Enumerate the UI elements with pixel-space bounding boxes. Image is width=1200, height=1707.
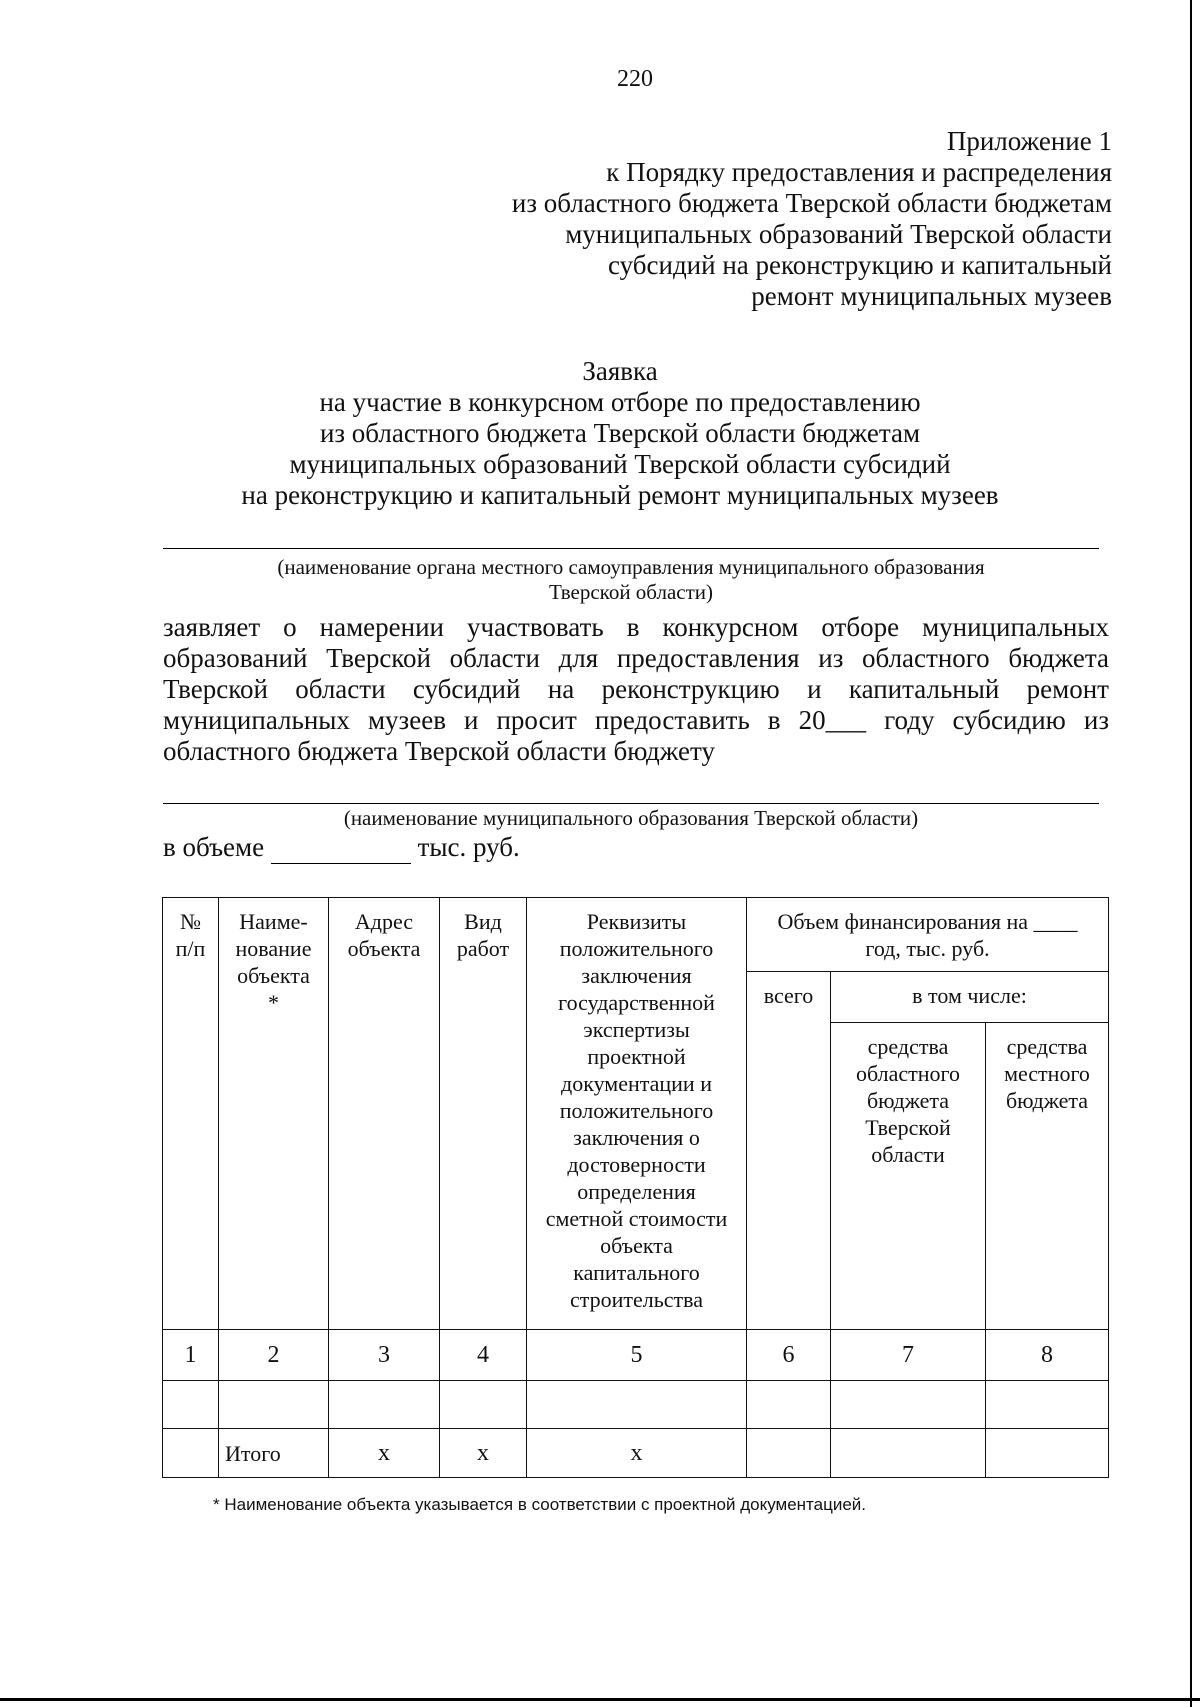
header-object-name: Наиме- нование объекта * xyxy=(219,898,329,1330)
column-number: 4 xyxy=(440,1330,527,1381)
header-object-address: Адрес объекта xyxy=(329,898,440,1330)
volume-amount-field[interactable] xyxy=(271,832,411,864)
appendix-line: из областного бюджета Тверской области бюджетам xyxy=(511,188,1112,218)
table-cell[interactable] xyxy=(219,1381,329,1429)
appendix-line: ремонт муниципальных музеев xyxy=(751,281,1112,311)
appendix-line: субсидий на реконструкцию и капитальный xyxy=(608,250,1112,280)
statement-line: областного бюджета Тверской области бюджету xyxy=(163,736,715,766)
statement-line: заявляет о намерении участвовать в конкурсном отборе муниципальных xyxy=(163,612,1109,642)
organ-name-fill-line[interactable] xyxy=(163,548,1099,549)
application-title xyxy=(220,356,1020,511)
organ-name-caption xyxy=(163,555,1099,605)
statement-line: Тверской области субсидий на реконструкцию и капитальный ремонт xyxy=(163,674,1109,704)
total-label: Итого xyxy=(219,1429,329,1478)
total-row xyxy=(163,1429,1109,1478)
appendix-line: Приложение 1 xyxy=(946,126,1112,156)
table-cell[interactable] xyxy=(986,1381,1109,1429)
scan-edge-right xyxy=(1190,0,1192,1707)
appendix-line: муниципальных образований Тверской области xyxy=(565,219,1112,249)
table-cell: х xyxy=(329,1429,440,1478)
scan-edge-bottom xyxy=(0,1698,1200,1701)
header-total: всего xyxy=(747,972,831,1330)
header-number: № п/п xyxy=(163,898,219,1330)
table-cell: х xyxy=(527,1429,747,1478)
header-expertise-details: Реквизиты положительного заключения государственной экспертизы проектной документации и положительного заключения о достоверности определения сметной стоимости объекта капитального строительства xyxy=(527,898,747,1330)
volume-suffix: тыс. руб. xyxy=(417,832,520,862)
title-line: муниципальных образований Тверской области субсидий xyxy=(289,449,951,479)
column-number-row xyxy=(163,1330,1109,1381)
header-funding-volume: Объем финансирования на ____ год, тыс. руб. xyxy=(747,898,1109,972)
column-number: 3 xyxy=(329,1330,440,1381)
table-header-row xyxy=(163,898,1109,972)
table-row xyxy=(163,1381,1109,1429)
appendix-heading xyxy=(440,126,1112,312)
table-cell[interactable] xyxy=(329,1381,440,1429)
page-number: 220 xyxy=(617,66,653,92)
caption-line: Тверской области) xyxy=(548,580,714,604)
statement-line: образований Тверской области для предоставления из областного бюджета xyxy=(163,643,1109,673)
table-cell: х xyxy=(440,1429,527,1478)
table-cell[interactable] xyxy=(986,1429,1109,1478)
table-cell[interactable] xyxy=(440,1381,527,1429)
statement-paragraph xyxy=(163,612,1109,767)
application-table xyxy=(162,897,1109,1478)
volume-line xyxy=(163,832,520,864)
table-cell[interactable] xyxy=(747,1429,831,1478)
header-local-budget: средства местного бюджета xyxy=(986,1023,1109,1330)
header-including: в том числе: xyxy=(831,972,1109,1023)
municipality-name-caption: (наименование муниципального образования Тверской области) xyxy=(343,806,919,830)
table-cell[interactable] xyxy=(163,1381,219,1429)
title-line: на участие в конкурсном отборе по предоставлению xyxy=(319,387,921,417)
title-line: Заявка xyxy=(582,356,658,386)
column-number: 6 xyxy=(747,1330,831,1381)
table-cell[interactable] xyxy=(527,1381,747,1429)
table-cell[interactable] xyxy=(747,1381,831,1429)
municipality-name-fill-line[interactable] xyxy=(163,803,1099,804)
column-number: 1 xyxy=(163,1330,219,1381)
volume-prefix: в объеме xyxy=(163,832,265,862)
caption-line: (наименование органа местного самоуправления муниципального образования xyxy=(277,555,985,579)
statement-line: муниципальных музеев и просит предоставить в 20___ году субсидию из xyxy=(163,705,1109,735)
footnote: * Наименование объекта указывается в соответствии с проектной документацией. xyxy=(213,1495,867,1514)
title-line: из областного бюджета Тверской области бюджетам xyxy=(319,418,921,448)
header-regional-budget: средства областного бюджета Тверской области xyxy=(831,1023,986,1330)
table-cell[interactable] xyxy=(831,1429,986,1478)
column-number: 7 xyxy=(831,1330,986,1381)
column-number: 2 xyxy=(219,1330,329,1381)
table-cell[interactable] xyxy=(163,1429,219,1478)
column-number: 5 xyxy=(527,1330,747,1381)
appendix-line: к Порядку предоставления и распределения xyxy=(606,157,1112,187)
table-cell[interactable] xyxy=(831,1381,986,1429)
title-line: на реконструкцию и капитальный ремонт муниципальных музеев xyxy=(241,480,999,510)
header-work-type: Вид работ xyxy=(440,898,527,1330)
column-number: 8 xyxy=(986,1330,1109,1381)
